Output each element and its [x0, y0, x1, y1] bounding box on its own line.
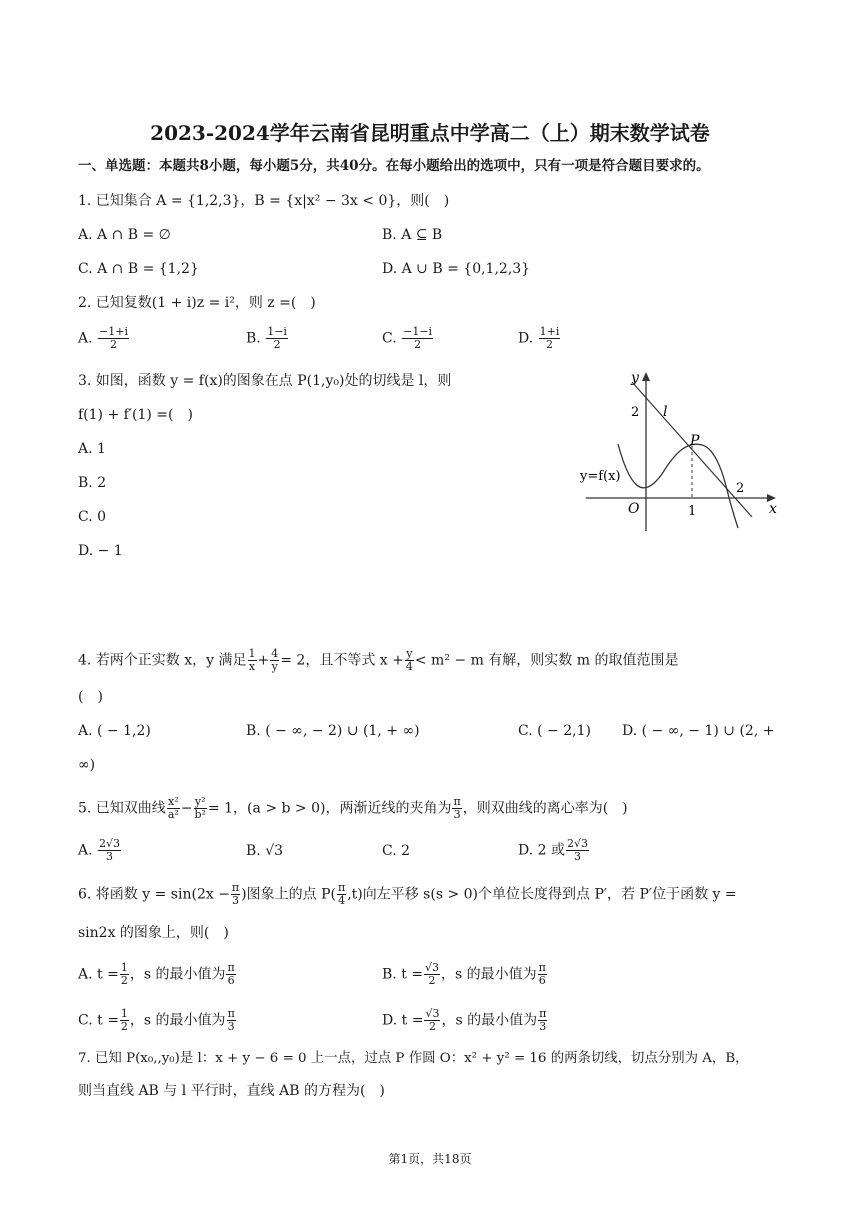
q4-stem-part-a: 4. 若两个正实数 x，y 满足 [78, 652, 247, 669]
q2-option-d [518, 326, 561, 351]
q2-option-c [382, 326, 434, 351]
plus-sign: + [257, 652, 270, 669]
q4-option-d: D. ( − ∞, − 1) ∪ (2, + [622, 723, 775, 739]
denominator: 3 [453, 808, 461, 821]
y-tick-2: 2 [631, 405, 640, 420]
denominator: 3 [106, 850, 114, 863]
option-label: A. [78, 842, 93, 859]
fraction [270, 648, 279, 673]
fraction [120, 962, 129, 987]
q4-stem [78, 648, 678, 673]
q6-stem-part-a: 6. 将函数 y = sin(2x − [78, 886, 230, 903]
denominator: 2 [273, 338, 281, 351]
q5-stem-part-a: 5. 已知双曲线 [78, 800, 166, 817]
numerator: −1−i [403, 325, 433, 338]
q6-stem-part-b: )图象上的点 P( [241, 886, 336, 903]
fraction [405, 648, 414, 673]
section-heading: 一、单选题：本题共8小题，每小题5分，共40分。在每小题给出的选项中，只有一项是符合题目要求的。 [78, 158, 710, 174]
denominator: 4 [405, 660, 413, 673]
fraction [424, 962, 440, 987]
q5-option-b: B. √3 [246, 843, 284, 859]
numerator: 1−i [267, 325, 287, 338]
numerator: π [227, 1007, 235, 1020]
denominator: 2 [428, 974, 436, 987]
q3-option-b: B. 2 [78, 475, 107, 491]
page-title: 2023-2024学年云南省昆明重点中学高二（上）期末数学试卷 [150, 121, 710, 145]
fraction [266, 326, 288, 351]
numerator: π [231, 881, 240, 894]
option-middle: ，s 的最小值为 [441, 966, 537, 983]
option-label: A. [78, 330, 93, 347]
denominator: 2 [414, 338, 422, 351]
q2-option-a [78, 326, 130, 351]
q4-stem-part-c: < m² − m 有解，则实数 m 的取值范围是 [414, 652, 679, 669]
y-axis-arrow-icon [642, 372, 650, 381]
option-label: D. [518, 330, 534, 347]
fraction [98, 326, 129, 351]
q5-stem-part-c: ，则双曲线的离心率为( ) [462, 800, 628, 817]
denominator: 2 [546, 338, 553, 351]
denominator: x [248, 660, 256, 673]
q6-option-a [78, 962, 237, 987]
fraction [424, 1008, 440, 1033]
q5-option-c: C. 2 [382, 843, 411, 859]
q3-option-d: D. − 1 [78, 543, 123, 559]
q4-option-d-continued: ∞) [78, 757, 96, 773]
fraction [452, 796, 461, 821]
option-prefix: D. t = [382, 1012, 424, 1029]
fraction [98, 838, 121, 863]
q5-option-d [518, 838, 590, 863]
option-label: D. 2 或 [518, 842, 565, 859]
numerator: π [453, 795, 461, 808]
fraction [120, 1008, 129, 1033]
fraction [227, 1008, 236, 1033]
minus-sign: − [180, 800, 193, 817]
denominator: 4 [338, 894, 346, 907]
fraction [231, 882, 240, 907]
numerator: 4 [271, 647, 279, 660]
denominator: 2 [120, 974, 128, 987]
fraction [539, 326, 561, 351]
q1-stem: 1. 已知集合 A = {1,2,3}，B = {x|x² − 3x < 0}，则( ) [78, 193, 450, 209]
q4-paren: ( ) [78, 689, 103, 705]
q7-stem-line2: 则当直线 AB 与 l 平行时，直线 AB 的方程为( ) [78, 1083, 385, 1099]
denominator: 3 [232, 894, 240, 907]
q6-option-d [382, 1008, 548, 1033]
q1-option-a: A. A ∩ B = ∅ [78, 227, 171, 243]
denominator: 6 [538, 974, 546, 987]
option-prefix: A. t = [78, 966, 119, 983]
fraction [402, 326, 433, 351]
fraction [566, 838, 589, 863]
q1-option-c: C. A ∩ B = {1,2} [78, 261, 199, 277]
denominator: 2 [120, 1020, 128, 1033]
q6-stem [78, 882, 737, 907]
q3-option-c: C. 0 [78, 509, 107, 525]
fraction [194, 796, 207, 821]
numerator: 1 [120, 1007, 128, 1020]
option-middle: ，s 的最小值为 [129, 1012, 226, 1029]
q5-stem-part-b: = 1，(a > b > 0)，两渐近线的夹角为 [207, 800, 452, 817]
fraction [167, 796, 180, 821]
page-footer: 第1页，共18页 [388, 1152, 472, 1166]
numerator: π [337, 881, 346, 894]
option-prefix: C. t = [78, 1012, 119, 1029]
denominator: 6 [227, 974, 235, 987]
q3-stem-line2: f(1) + f′(1) =( ) [78, 407, 193, 423]
q6-option-b [382, 962, 548, 987]
fraction [538, 962, 547, 987]
q3-function-graph [576, 366, 786, 536]
q3-option-a: A. 1 [78, 441, 106, 457]
line-l-label: l [663, 404, 668, 420]
q6-stem-line2: sin2x 的图象上，则( ) [78, 925, 229, 941]
denominator: b² [194, 808, 206, 821]
denominator: y [271, 660, 278, 673]
q4-option-a: A. ( − 1,2) [78, 723, 151, 739]
numerator: π [227, 961, 235, 974]
denominator: 2 [109, 338, 117, 351]
option-label: B. [246, 330, 261, 347]
x-tick-2: 2 [736, 481, 745, 496]
denominator: 3 [539, 1020, 547, 1033]
x-tick-1: 1 [688, 504, 697, 519]
numerator: √3 [425, 961, 440, 974]
fraction [337, 882, 346, 907]
numerator: 2√3 [99, 837, 121, 850]
fraction [248, 648, 257, 673]
numerator: π [538, 961, 546, 974]
numerator: y² [194, 795, 206, 808]
denominator: a² [167, 808, 179, 821]
q6-option-c [78, 1008, 237, 1033]
q4-option-c: C. ( − 2,1) [518, 723, 591, 739]
numerator: 2√3 [566, 837, 588, 850]
denominator: 3 [573, 850, 581, 863]
fraction [538, 1008, 547, 1033]
q2-stem: 2. 已知复数(1 + i)z = i²，则 z =( ) [78, 295, 316, 311]
x-axis-label: x [769, 501, 777, 517]
q1-option-d: D. A ∪ B = {0,1,2,3} [382, 261, 531, 277]
curve-label: y=f(x) [580, 469, 621, 484]
numerator: √3 [425, 1007, 440, 1020]
q4-option-b: B. ( − ∞, − 2) ∪ (1, + ∞) [246, 723, 420, 739]
option-middle: ，s 的最小值为 [129, 966, 226, 983]
numerator: 1 [120, 961, 128, 974]
option-label: C. [382, 330, 397, 347]
numerator: π [539, 1007, 547, 1020]
denominator: 2 [428, 1020, 436, 1033]
numerator: −1+i [99, 325, 128, 338]
q3-stem-line1: 3. 如图，函数 y = f(x)的图象在点 P(1,y₀)处的切线是 l，则 [78, 373, 452, 389]
q4-stem-part-b: = 2，且不等式 x + [280, 652, 404, 669]
q5-stem [78, 796, 628, 821]
option-prefix: B. t = [382, 966, 423, 983]
fraction [226, 962, 235, 987]
origin-label: O [628, 501, 640, 517]
q5-option-a [78, 838, 122, 863]
q1-option-b: B. A ⊆ B [382, 227, 443, 243]
q2-option-b [246, 326, 289, 351]
q6-stem-part-c: ,t)向左平移 s(s > 0)个单位长度得到点 P′，若 P′位于函数 y = [347, 886, 737, 903]
numerator: y [406, 647, 413, 660]
q7-stem-line1: 7. 已知 P(x₀,,y₀)是 l：x + y − 6 = 0 上一点，过点 P 作圆 O：x² + y² = 16 的两条切线，切点分别为 A，B， [78, 1051, 749, 1066]
option-middle: ，s 的最小值为 [441, 1012, 538, 1029]
numerator: 1+i [539, 325, 560, 338]
point-p-label: P [690, 433, 700, 449]
y-axis-label: y [631, 370, 639, 386]
denominator: 3 [227, 1020, 235, 1033]
numerator: x² [167, 795, 179, 808]
numerator: 1 [248, 647, 256, 660]
